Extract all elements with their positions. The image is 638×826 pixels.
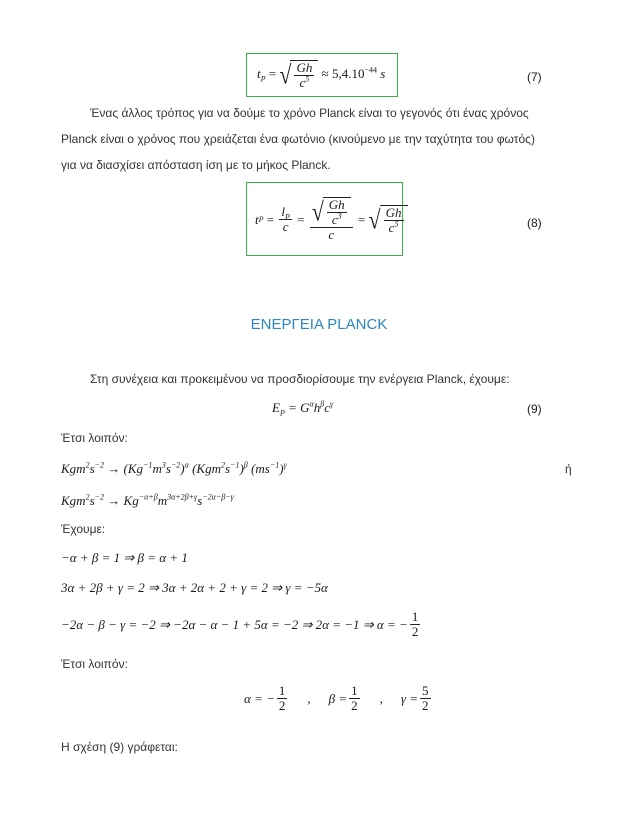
result-gamma: γ = <box>400 690 419 706</box>
dim1-s2: s <box>165 461 171 476</box>
eq8-inner-den: c <box>331 212 338 227</box>
dim2-m: m <box>157 493 168 508</box>
eq9-lhs: E <box>272 400 280 415</box>
we-have-label: Έχουμε: <box>61 522 106 536</box>
dim1-e4: 3 <box>161 460 166 470</box>
so-label-2: Έτσι λοιπόν: <box>61 657 128 671</box>
result-alpha: α = − <box>244 690 275 706</box>
radical-icon: √ <box>311 196 324 227</box>
eq8-f3-exp: 5 <box>394 219 399 229</box>
result-beta: β = <box>328 690 348 706</box>
eq7-exp: −44 <box>364 65 377 75</box>
dim1-close2: ) <box>239 461 244 476</box>
eq8-f1-den: c <box>282 219 289 234</box>
derivation-line-1: −α + β = 1 ⇒ β = α + 1 <box>61 550 188 565</box>
dim1-eb: β <box>243 460 248 470</box>
eq9-c: c <box>324 400 330 415</box>
eq8-f2-den: c <box>328 227 335 242</box>
eq8-f2 <box>310 197 353 242</box>
eq7-lhs: t <box>257 65 261 81</box>
dimension-line-1 <box>61 461 287 477</box>
dim2-e2: −2 <box>94 492 105 502</box>
paragraph-line-1: Ένας άλλος τρόπος για να δούμε το χρόνο Planck είναι το γεγονός ότι ένας χρόνος <box>90 106 529 120</box>
dim2-s2: s <box>197 493 203 508</box>
dim1-s: s <box>89 461 95 476</box>
eq9-alpha: α <box>309 399 314 409</box>
dim1-e5: −2 <box>170 460 181 470</box>
eq7-approx: ≈ 5,4.10 <box>321 65 365 81</box>
dim2-e3: −α+β <box>138 492 158 502</box>
dim1-s3: s <box>224 461 231 476</box>
result-gamma-den: 2 <box>422 698 429 713</box>
eq7-den-exp: 5 <box>305 74 310 84</box>
eq7-unit: s <box>380 65 386 81</box>
result-sep-1: , <box>307 690 311 706</box>
line3-text: −2α − β − γ = −2 ⇒ −2α − α − 1 + 5α = −2 ⇒ 2α = −1 ⇒ α = − <box>61 616 408 632</box>
dim1-open3: (ms <box>251 461 270 476</box>
line3-num: 1 <box>411 609 419 624</box>
equation-9-number: (9) <box>527 402 542 416</box>
dim1-close1: ) <box>180 461 185 476</box>
derivation-line-2: 3α + 2β + γ = 2 ⇒ 3α + 2α + 2 + γ = 2 ⇒ γ = −5α <box>61 580 328 595</box>
result-sep-2: , <box>379 690 383 706</box>
equation-9 <box>272 400 333 416</box>
paragraph-line-3: για να διασχίσει απόσταση ίση με το μήκος Planck. <box>61 158 331 172</box>
result-gamma-num: 5 <box>422 683 429 698</box>
eq8-lhs: t <box>255 211 259 227</box>
result-alpha-num: 1 <box>278 683 286 698</box>
eq9-gamma: γ <box>329 399 334 409</box>
dim2-arrow: → Kg <box>107 493 139 508</box>
eq8-inner-exp: 3 <box>337 211 342 221</box>
line3-den: 2 <box>411 624 419 639</box>
result-values <box>244 684 433 713</box>
radical-icon: √ <box>368 203 381 234</box>
dim1-e1: 2 <box>85 460 90 470</box>
dim1-m: m <box>152 461 162 476</box>
dim2-e1: 2 <box>85 492 90 502</box>
paragraph-intro: Στη συνέχεια και προκειμένου να προσδιορίσουμε την ενέργεια Planck, έχουμε: <box>90 372 510 386</box>
eq7-lhs-sub: P <box>260 74 266 84</box>
dim2-e5: −2α−β−γ <box>202 492 234 502</box>
eq9-rhs: = G <box>288 400 310 415</box>
dim2-kgm: Kgm <box>61 493 86 508</box>
equation-7-number: (7) <box>527 70 542 84</box>
dim2-s: s <box>89 493 95 508</box>
dimension-line-2 <box>61 493 234 509</box>
result-beta-den: 2 <box>351 698 358 713</box>
result-alpha-den: 2 <box>278 698 286 713</box>
eq8-f3-den: c <box>388 219 395 235</box>
relation-9-label: Η σχέση (9) γράφεται: <box>61 740 178 754</box>
eq8-f1-num: l <box>281 204 285 219</box>
eq9-h: h <box>313 400 321 415</box>
dim1-e7: −1 <box>230 460 240 470</box>
dim1-open2: (Kgm <box>192 461 221 476</box>
dim1-e8: −1 <box>269 460 280 470</box>
result-beta-num: 1 <box>351 683 358 698</box>
radical-icon: √ <box>279 59 292 90</box>
dim2-e4: 3α+2β+γ <box>167 492 198 502</box>
derivation-line-3 <box>61 610 422 639</box>
dim1-e6: 2 <box>220 460 225 470</box>
equation-7 <box>257 60 385 90</box>
dim1-e3: −1 <box>143 460 153 470</box>
eq7-den: c <box>299 75 306 90</box>
eq9-lhs-sub: P <box>279 408 285 418</box>
dim1-kgm: Kgm <box>61 461 86 476</box>
eq8-f3-num: Gh <box>385 204 402 220</box>
dim1-arrow: → (Kg <box>107 461 144 476</box>
eq8-inner-num: Gh <box>328 197 345 212</box>
equation-7-box <box>246 53 398 97</box>
dim1-e2: −2 <box>94 460 105 470</box>
eq9-beta: β <box>320 399 325 409</box>
equation-8-number: (8) <box>527 216 542 230</box>
so-label-1: Έτσι λοιπόν: <box>61 431 128 445</box>
eq8-f1-num-sub: P <box>284 212 290 222</box>
dim1-eg: γ <box>283 460 287 470</box>
paragraph-line-2: Planck είναι ο χρόνος που χρειάζεται ένα φωτόνιο (κινούμενο με την ταχύτητα του φωτός) <box>61 132 535 146</box>
dim1-ea: α <box>184 460 189 470</box>
section-heading: ΕΝΕΡΓΕΙΑ PLANCK <box>250 316 388 333</box>
eq7-sqrt <box>279 60 318 90</box>
dim1-close3: ) <box>279 461 284 476</box>
eq7-equals: = <box>268 65 277 81</box>
equation-8-box <box>246 182 403 256</box>
eq7-num: Gh <box>296 60 313 75</box>
or-label: ή <box>565 462 572 476</box>
equation-8: t P = $\frac{l_P}{c}$ = √ $\frac{Gh}{c^3}$ c = √ $\frac{Gh}{c^5}$ <box>255 197 408 242</box>
